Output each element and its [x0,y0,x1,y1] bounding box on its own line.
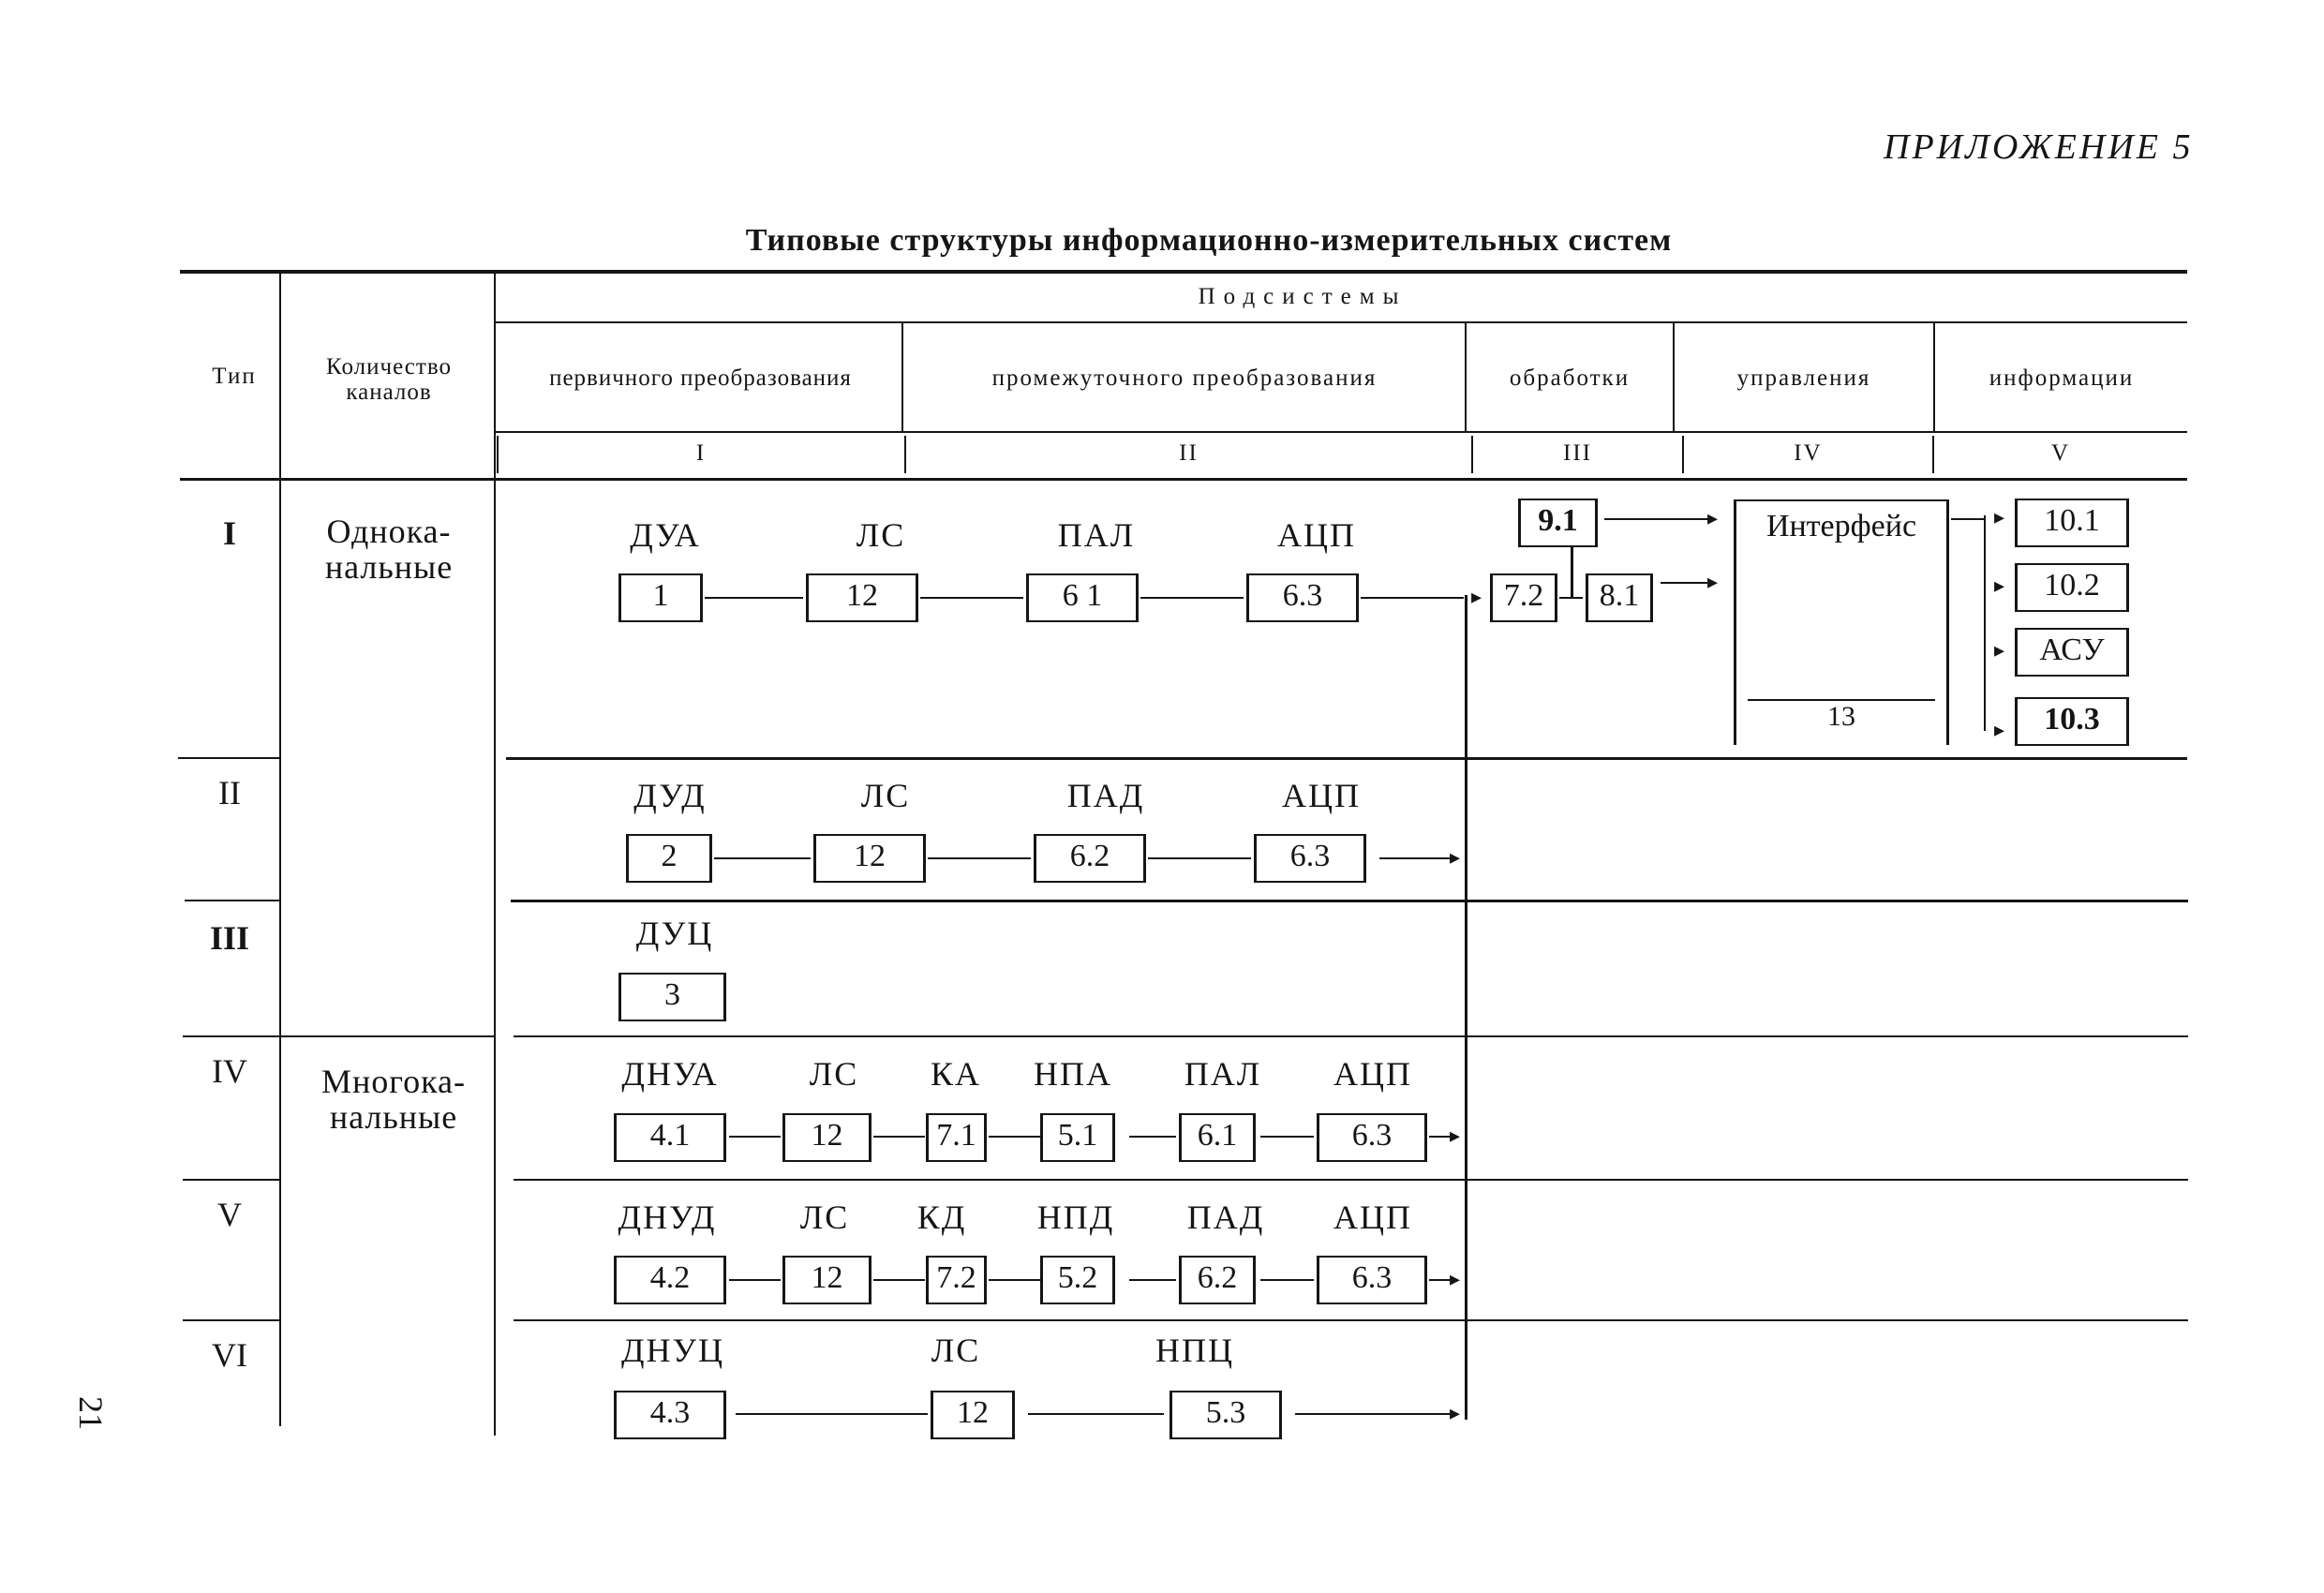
page-title: Типовые структуры информационно-измерительных систем [745,223,1673,258]
roman-IV: IV [1794,440,1823,466]
row4-label-5: АЦП [1333,1055,1412,1093]
roman-V: V [2050,440,2071,466]
row2-conn-2 [1148,857,1251,859]
interface-number: 13 [1827,701,1855,732]
row5-label-0: ДНУД [618,1198,717,1236]
info-box-2: АСУ [2015,628,2129,677]
row-type-II: II [218,774,241,811]
row5-conn-3 [1129,1279,1176,1281]
info-box-0: 10.1 [2015,499,2129,547]
header-sub-control: управления [1736,365,1871,391]
row4-box-1: 12 [782,1113,872,1162]
row1-box-0: 1 [618,573,703,622]
row2-box-3: 6.3 [1254,834,1366,883]
row4-conn-1 [873,1136,925,1138]
row-type-V: V [217,1196,242,1233]
proc-top-arrow-icon: ▸ [1707,506,1719,529]
row6-label-0: ДНУЦ [620,1332,725,1369]
row-sep-3 [514,1035,2188,1037]
row-sep-2 [511,900,2188,902]
channels-single: Однока- нальные [324,513,454,586]
row4-conn-0 [729,1136,781,1138]
roman-I: I [695,440,707,466]
info-conn-main [1951,518,1984,520]
info-arrow-2-icon: ▸ [1994,573,2005,597]
table-top-rule [180,270,2187,274]
header-type: Тип [212,364,257,389]
head-sep-1 [901,323,903,431]
row1-conn-2 [1140,597,1244,599]
row-type-VI: VI [212,1336,247,1374]
row1-label-3: АЦП [1277,516,1356,554]
row4-box-5: 6.3 [1317,1113,1427,1162]
row6-conn-0 [736,1413,928,1415]
proc-box-top: 9.1 [1518,499,1598,547]
row4-arrow-icon: ▸ [1450,1124,1461,1147]
row3-box-0: 3 [618,973,726,1021]
info-arrow-1-icon: ▸ [1994,505,2005,529]
row5-label-3: НПД [1036,1198,1115,1236]
proc-conn-top [1604,518,1709,520]
interface-label: Интерфейс [1765,509,1917,543]
row4-box-2: 7.1 [926,1113,987,1162]
row5-box-0: 4.2 [614,1256,726,1304]
appendix-label: ПРИЛОЖЕНИЕ 5 [1884,127,2194,167]
row2-label-2: ПАД [1066,777,1145,814]
row5-label-2: КД [916,1198,967,1236]
proc-b-arrow-icon: ▸ [1707,570,1719,593]
row-sep-5 [514,1319,2188,1321]
row5-label-5: АЦП [1333,1198,1412,1236]
bus-arrow-icon: ▸ [1471,585,1482,608]
row5-box-3: 5.2 [1040,1256,1115,1304]
info-arrow-4-icon: ▸ [1994,718,2005,741]
row-sep-1 [506,757,2187,760]
header-sub-processing: обработки [1509,365,1631,391]
row-sep-3-left [183,1035,495,1037]
row2-conn-1 [928,857,1031,859]
row-sep-2-left [185,900,279,901]
row1-conn-1 [920,597,1023,599]
header-sub-intermediate: промежуточного преобразования [991,365,1378,391]
row5-label-4: ПАД [1186,1198,1265,1236]
header-bottom-rule [180,478,2187,481]
row6-arrow-icon: ▸ [1450,1401,1461,1424]
row5-conn-0 [729,1279,781,1281]
subhead-rule [495,431,2187,433]
row2-conn-3 [1379,857,1454,859]
row4-box-4: 6.1 [1179,1113,1256,1162]
bus-line [1465,595,1467,1420]
row6-label-1: ЛС [931,1332,981,1369]
row5-box-1: 12 [782,1256,872,1304]
header-sub-info: информации [1989,365,2135,391]
row6-box-0: 4.3 [614,1391,726,1439]
row5-box-5: 6.3 [1317,1256,1427,1304]
row2-conn-0 [714,857,811,859]
row4-box-3: 5.1 [1040,1113,1115,1162]
row-sep-1-left [178,757,279,759]
row-sep-5-left [183,1319,279,1321]
row1-conn-0 [705,597,803,599]
row-sep-4 [514,1179,2188,1181]
row2-box-0: 2 [626,834,712,883]
row3-label-0: ДУЦ [635,915,714,952]
header-sub-primary: первичного преобразования [549,365,852,391]
row1-label-0: ДУА [630,516,701,554]
row5-conn-1 [873,1279,925,1281]
row5-conn-2 [989,1279,1040,1281]
info-bus [1984,515,1986,731]
row-type-IV: IV [212,1052,247,1090]
row-type-I: I [222,514,236,552]
col-rule-type [279,274,281,1426]
row1-box-3: 6.3 [1246,573,1359,622]
channels-multi: Многока- нальные [320,1063,467,1136]
row1-label-1: ЛС [856,516,906,554]
row4-conn-4 [1260,1136,1314,1138]
roman-III: III [1563,440,1592,466]
col-rule-channels [494,274,496,1436]
row2-label-3: АЦП [1282,777,1361,814]
row5-box-4: 6.2 [1179,1256,1256,1304]
row2-label-1: ЛС [860,777,911,814]
row4-box-0: 4.1 [614,1113,726,1162]
row-type-III: III [209,919,250,957]
row4-label-0: ДНУА [621,1055,719,1093]
proc-conn-ab [1559,597,1583,599]
row6-conn-1 [1028,1413,1164,1415]
row1-label-2: ПАЛ [1057,516,1136,554]
row5-box-2: 7.2 [926,1256,987,1304]
info-box-1: 10.2 [2015,563,2129,612]
row4-label-1: ЛС [809,1055,859,1093]
row1-box-1: 12 [806,573,918,622]
row5-label-1: ЛС [799,1198,850,1236]
row4-label-4: ПАЛ [1184,1055,1262,1093]
proc-box-a: 7.2 [1490,573,1557,622]
row1-box-2: 6 1 [1026,573,1139,622]
proc-box-b: 8.1 [1586,573,1653,622]
row4-conn-3 [1129,1136,1176,1138]
row4-label-2: КА [930,1055,981,1093]
row1-conn-3 [1361,597,1464,599]
roman-II: II [1179,440,1199,466]
info-arrow-3-icon: ▸ [1994,638,2005,662]
row2-arrow-icon: ▸ [1450,845,1461,869]
row5-conn-4 [1260,1279,1314,1281]
row-sep-4-left [183,1179,279,1181]
row6-conn-2 [1295,1413,1454,1415]
proc-link-vertical [1571,547,1573,597]
row6-box-2: 5.3 [1169,1391,1282,1439]
info-box-3: 10.3 [2015,697,2129,746]
row2-label-0: ДУД [633,777,707,814]
row2-box-2: 6.2 [1034,834,1146,883]
row2-box-1: 12 [813,834,926,883]
page-number: 21 [72,1396,110,1430]
row4-conn-2 [989,1136,1040,1138]
header-channels: Количество каналов [326,354,452,405]
header-subsystems: Подсистемы [1198,284,1408,309]
row5-arrow-icon: ▸ [1450,1267,1461,1290]
row6-box-1: 12 [931,1391,1015,1439]
proc-conn-b [1661,582,1707,584]
row6-label-2: НПЦ [1155,1332,1234,1369]
row4-label-3: НПА [1034,1055,1112,1093]
